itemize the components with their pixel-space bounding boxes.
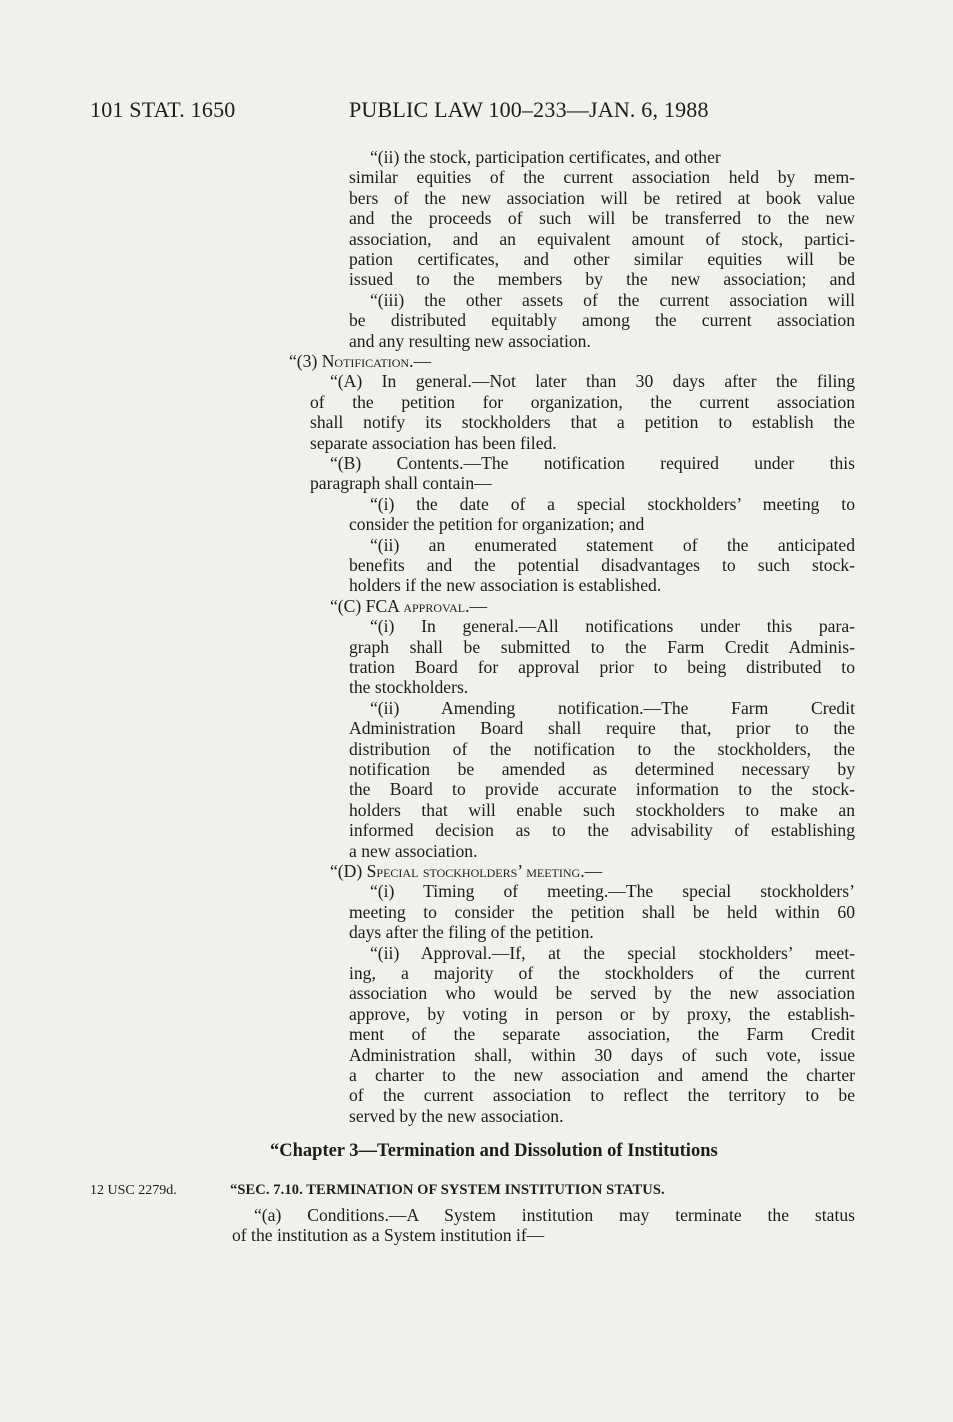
page-header-stat: 101 STAT. 1650 xyxy=(90,97,236,122)
body-line: tration Board for approval prior to being distributed to xyxy=(349,657,855,677)
body-line: shall notify its stockholders that a petition to establish the xyxy=(310,412,855,432)
body-line: be distributed equitably among the current association xyxy=(349,310,855,330)
body-line: informed decision as to the advisability of establishing xyxy=(349,820,855,840)
subsection-heading: “(3) Notification.— xyxy=(289,351,432,371)
chapter-heading: “Chapter 3—Termination and Dissolution of Institutions xyxy=(270,1141,718,1161)
body-line: distribution of the notification to the stockholders, the xyxy=(349,739,855,759)
body-line: and the proceeds of such will be transferred to the new xyxy=(349,208,855,228)
body-line: association, and an equivalent amount of stock, partici- xyxy=(349,229,855,249)
body-line: meeting to consider the petition shall be held within 60 xyxy=(349,902,855,922)
page-header-law: PUBLIC LAW 100–233—JAN. 6, 1988 xyxy=(349,97,709,122)
body-line: days after the filing of the petition. xyxy=(349,922,594,942)
body-line: a new association. xyxy=(349,841,478,861)
body-line: holders if the new association is established. xyxy=(349,575,662,595)
body-line: approve, by voting in person or by proxy, the establish- xyxy=(349,1004,855,1024)
body-line: ing, a majority of the stockholders of the current xyxy=(349,963,855,983)
subsection-heading: “(C) FCA approval.— xyxy=(330,596,488,616)
body-line: “(A) In general.—Not later than 30 days after the filing xyxy=(330,371,855,391)
body-line: the Board to provide accurate information to the stock- xyxy=(349,779,855,799)
body-line: Administration Board shall require that, prior to the xyxy=(349,718,855,738)
body-line: holders that will enable such stockholders to make an xyxy=(349,800,855,820)
body-line: “(ii) Approval.—If, at the special stockholders’ meet- xyxy=(370,943,855,963)
body-line: issued to the members by the new association; and xyxy=(349,269,855,289)
body-line: association who would be served by the new association xyxy=(349,983,855,1003)
body-line: “(iii) the other assets of the current association will xyxy=(370,290,855,310)
margin-citation: 12 USC 2279d. xyxy=(90,1183,177,1198)
body-line: “(i) Timing of meeting.—The special stockholders’ xyxy=(370,881,855,901)
body-line: and any resulting new association. xyxy=(349,331,591,351)
body-line: the stockholders. xyxy=(349,677,469,697)
body-line: paragraph shall contain— xyxy=(310,473,492,493)
body-line: pation certificates, and other similar equities will be xyxy=(349,249,855,269)
body-line: “(B) Contents.—The notification required under this xyxy=(330,453,855,473)
body-line: “(i) the date of a special stockholders’ meeting to xyxy=(370,494,855,514)
body-line: similar equities of the current association held by mem- xyxy=(349,167,855,187)
body-line: separate association has been filed. xyxy=(310,433,557,453)
body-line: “(ii) Amending notification.—The Farm Credit xyxy=(370,698,855,718)
body-line: “(i) In general.—All notifications under this para- xyxy=(370,616,855,636)
body-line: of the institution as a System institution if— xyxy=(232,1225,545,1245)
body-line: graph shall be submitted to the Farm Credit Adminis- xyxy=(349,637,855,657)
subsection-heading: “(D) Special stockholders’ meeting.— xyxy=(330,861,603,881)
body-line: “(ii) the stock, participation certificates, and other xyxy=(370,147,721,167)
section-heading: “SEC. 7.10. TERMINATION OF SYSTEM INSTITUTION STATUS. xyxy=(230,1182,665,1198)
body-line: “(a) Conditions.—A System institution may terminate the status xyxy=(254,1205,855,1225)
body-line: notification be amended as determined necessary by xyxy=(349,759,855,779)
body-line: benefits and the potential disadvantages to such stock- xyxy=(349,555,855,575)
body-line: a charter to the new association and amend the charter xyxy=(349,1065,855,1085)
body-line: ment of the separate association, the Farm Credit xyxy=(349,1024,855,1044)
body-line: of the petition for organization, the current association xyxy=(310,392,855,412)
body-line: consider the petition for organization; and xyxy=(349,514,645,534)
body-line: bers of the new association will be retired at book value xyxy=(349,188,855,208)
body-line: Administration shall, within 30 days of such vote, issue xyxy=(349,1045,855,1065)
body-line: of the current association to reflect the territory to be xyxy=(349,1085,855,1105)
body-line: “(ii) an enumerated statement of the anticipated xyxy=(370,535,855,555)
body-line: served by the new association. xyxy=(349,1106,564,1126)
